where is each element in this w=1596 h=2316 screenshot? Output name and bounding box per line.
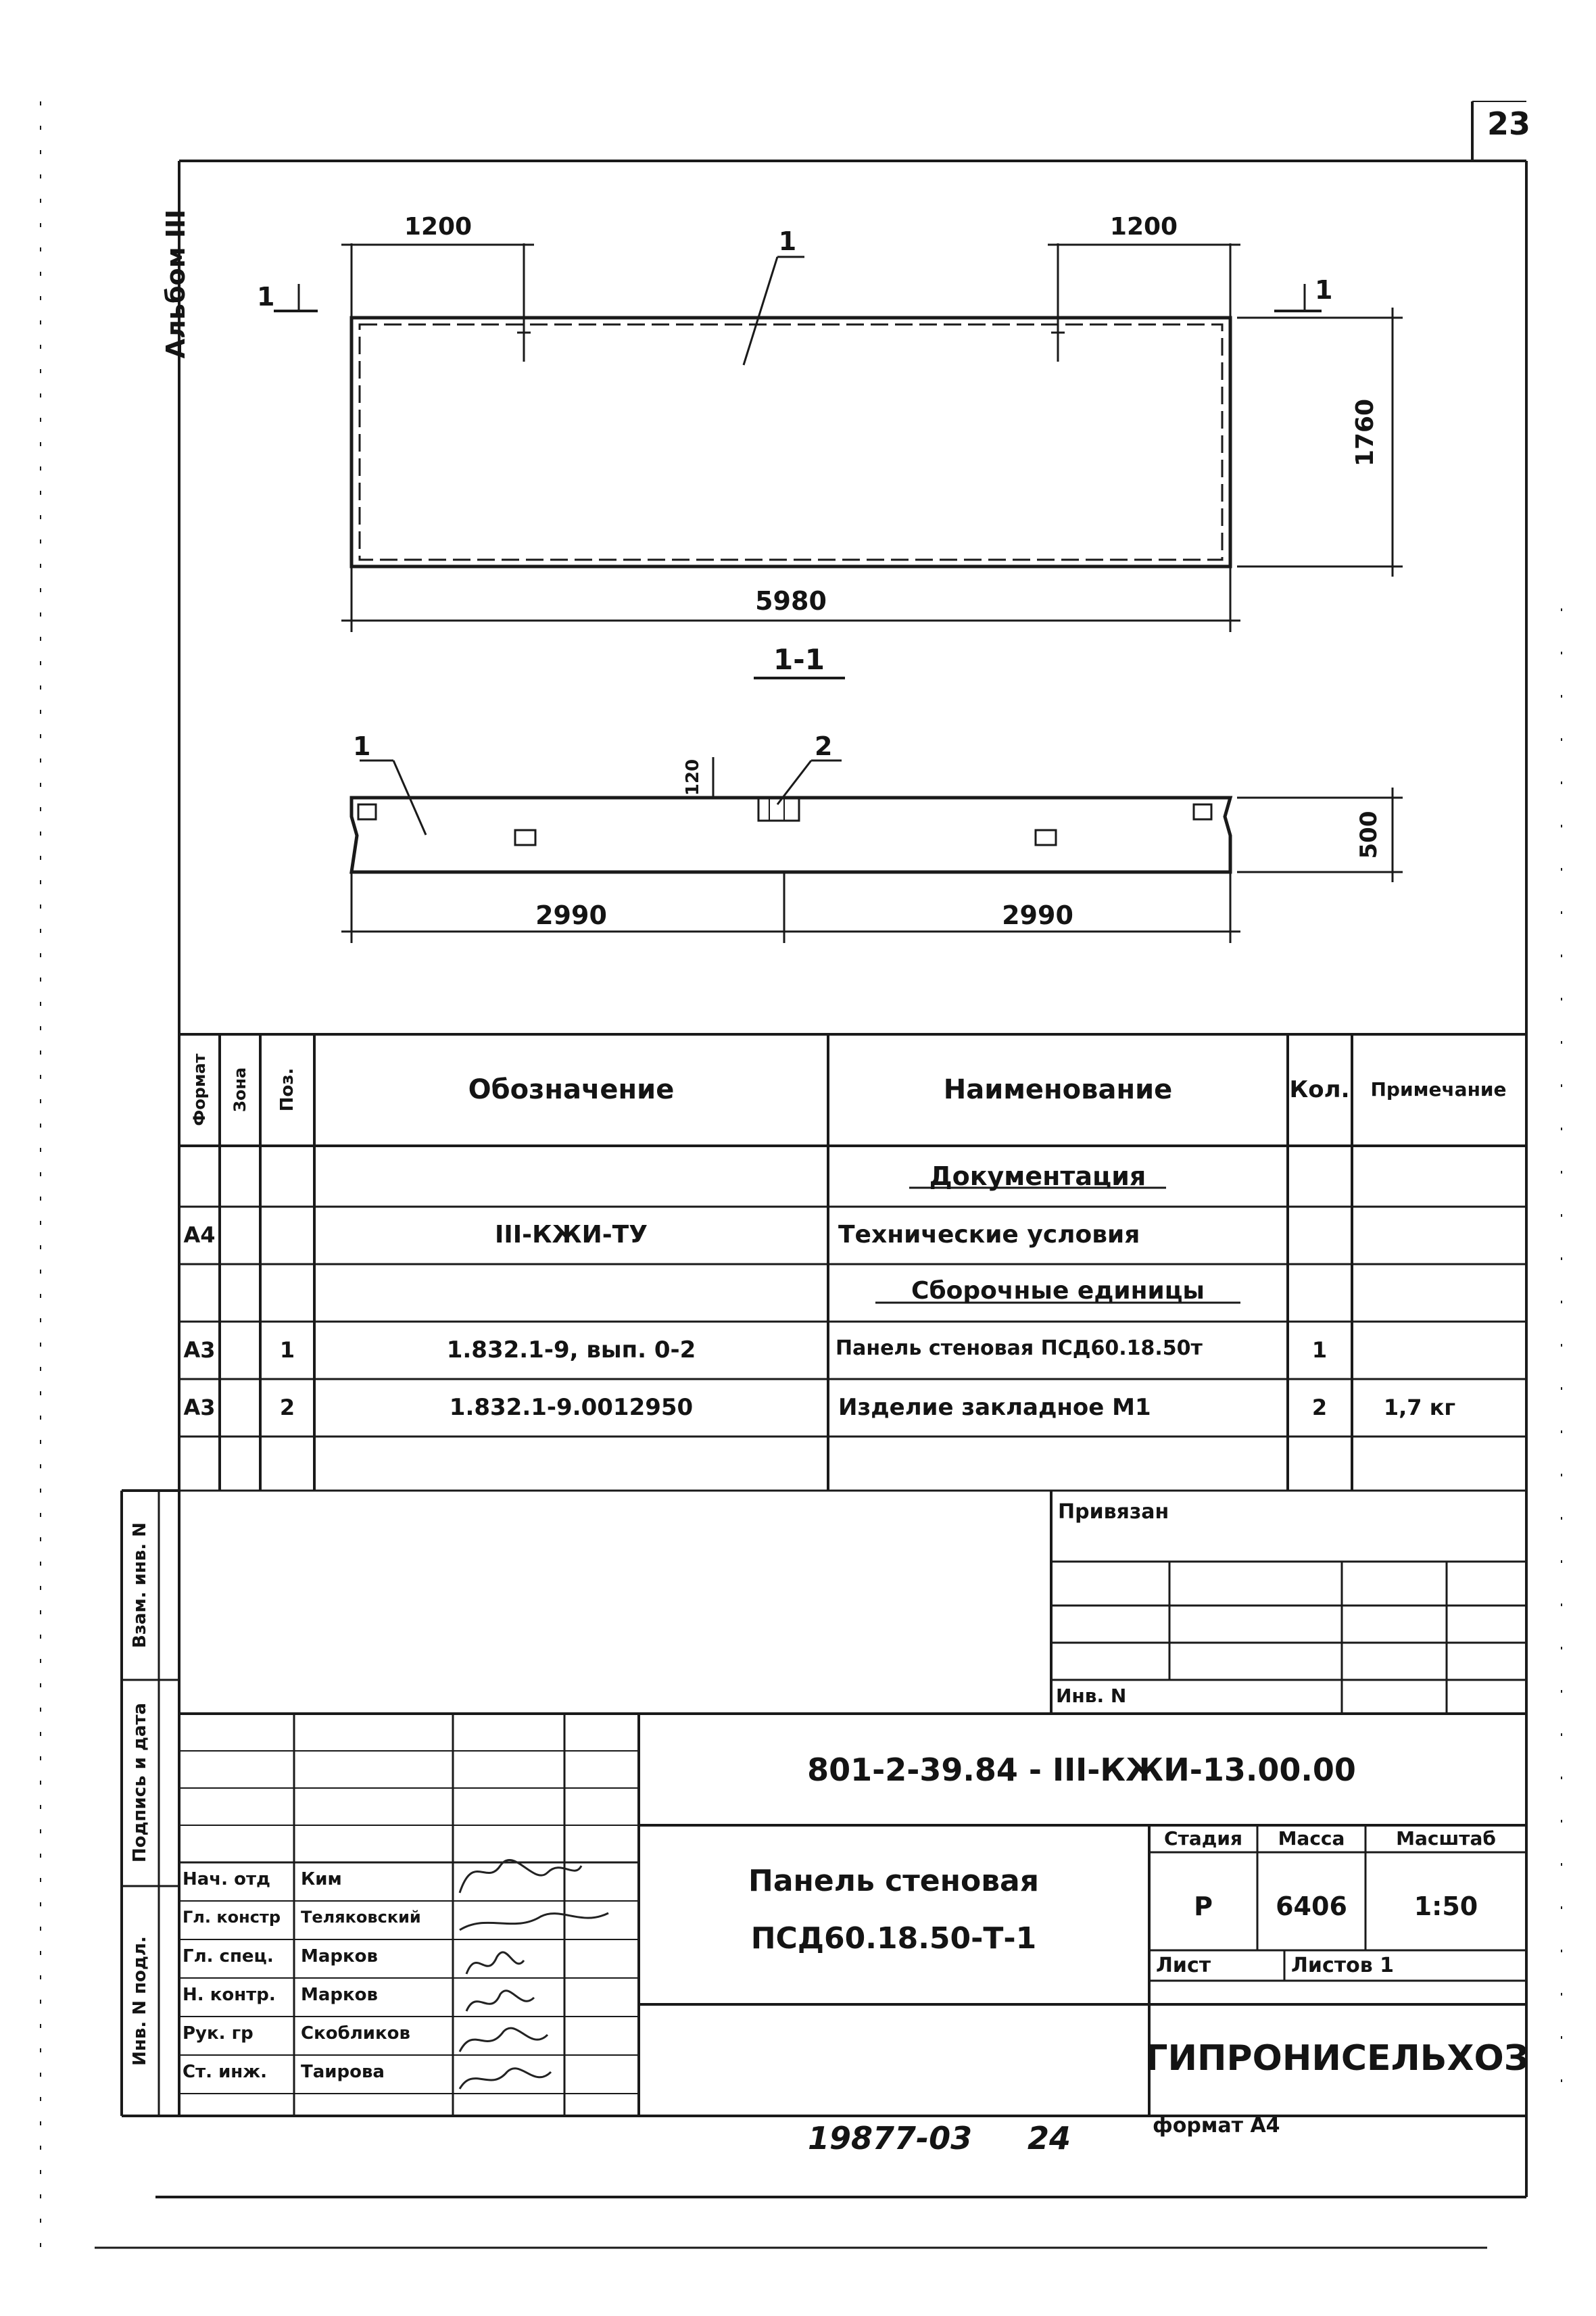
signatory-name: Теляковский: [301, 1908, 421, 1927]
table-row-name: Документация: [929, 1161, 1146, 1191]
table-row-pos: 2: [279, 1395, 295, 1420]
signatory-role: Н. контр.: [183, 1985, 276, 2005]
table-row-name: Изделие закладное М1: [838, 1394, 1151, 1421]
sheet-label: Лист: [1156, 1954, 1211, 1977]
signatory-role: Гл. констр: [183, 1908, 281, 1927]
side-label-vzam: Взам. инв. N: [130, 1522, 150, 1648]
dim-length: 5980: [755, 586, 827, 616]
album-label: Альбом III: [161, 209, 191, 359]
page-number: 23: [1487, 105, 1531, 142]
table-row-designation: 1.832.1-9.0012950: [449, 1394, 694, 1421]
table-row-pos: 1: [279, 1337, 295, 1363]
col-header-format: Формат: [190, 1053, 209, 1126]
table-row-name: Сборочные единицы: [911, 1277, 1205, 1305]
section-mark-left: 1: [257, 282, 275, 312]
privyazan-inv-label: Инв. N: [1056, 1685, 1127, 1707]
table-row-designation: 1.832.1-9, вып. 0-2: [446, 1336, 696, 1364]
signatory-name: Ким: [301, 1869, 342, 1889]
sheets-label: Листов 1: [1291, 1954, 1395, 1977]
col-header-note: Примечание: [1370, 1078, 1507, 1101]
signatory-role: Ст. инж.: [183, 2062, 268, 2082]
section-mark-right: 1: [1315, 275, 1333, 305]
dim-offset: 120: [683, 758, 703, 796]
signatory-name: Скобликов: [301, 2023, 410, 2044]
plan-view: [274, 243, 1403, 678]
table-row-name: Панель стеновая ПСД60.18.50т: [836, 1336, 1203, 1360]
table-row-note: 1,7 кг: [1383, 1395, 1456, 1420]
stamp-code: 19877-03: [808, 2120, 973, 2156]
privyazan-title: Привязан: [1058, 1500, 1169, 1524]
mass-value: 6406: [1276, 1891, 1347, 1921]
dim-top-left: 1200: [404, 213, 473, 241]
table-row-name: Технические условия: [838, 1221, 1140, 1249]
organization-name: ГИПРОНИСЕЛЬХОЗ: [1145, 2038, 1529, 2079]
col-header-name: Наименование: [943, 1074, 1173, 1105]
dim-thickness: 500: [1355, 811, 1382, 859]
dim-half-left: 2990: [535, 900, 607, 930]
dim-half-right: 2990: [1002, 900, 1073, 930]
signatory-name: Марков: [301, 1985, 378, 2005]
section-title: 1-1: [773, 643, 825, 676]
signatory-role: Нач. отд: [183, 1869, 271, 1889]
signatory-name: Таирова: [301, 2062, 385, 2082]
table-row-designation: III-КЖИ-ТУ: [494, 1221, 648, 1249]
callout-1: 1: [778, 226, 797, 256]
col-header-designation: Обозначение: [468, 1074, 675, 1105]
signatory-role: Гл. спец.: [183, 1946, 274, 1967]
signatory-name: Марков: [301, 1946, 378, 1967]
scale-value: 1:50: [1413, 1891, 1478, 1921]
dim-height: 1760: [1351, 398, 1379, 467]
format-label: формат А4: [1153, 2114, 1280, 2138]
table-row-format: А3: [183, 1337, 216, 1363]
stamp-number: 24: [1027, 2120, 1071, 2156]
table-row-qty: 1: [1311, 1337, 1328, 1363]
section-callout-1: 1: [353, 731, 371, 761]
col-header-pos: Поз.: [277, 1067, 297, 1112]
product-title-line1: Панель стеновая: [748, 1864, 1039, 1898]
col-header-zone: Зона: [231, 1067, 249, 1113]
scale-label: Масштаб: [1396, 1827, 1496, 1850]
mass-label: Масса: [1278, 1827, 1345, 1850]
col-header-qty: Кол.: [1289, 1076, 1350, 1103]
table-row-qty: 2: [1311, 1395, 1328, 1420]
stage-value: Р: [1194, 1891, 1213, 1921]
stage-label: Стадия: [1164, 1827, 1242, 1850]
document-code: 801-2-39.84 - III-КЖИ-13.00.00: [807, 1752, 1356, 1788]
section-callout-2: 2: [815, 731, 833, 761]
section-view: [341, 757, 1403, 943]
table-row-format: А3: [183, 1395, 216, 1420]
side-label-podpis: Подпись и дата: [130, 1702, 150, 1863]
side-label-inv-podl: Инв. N подл.: [130, 1936, 150, 2066]
table-row-format: А4: [183, 1222, 216, 1248]
title-block-grid: [122, 1491, 1529, 2116]
dim-top-right: 1200: [1109, 213, 1178, 241]
signatory-role: Рук. гр: [183, 2023, 253, 2044]
product-title-line2: ПСД60.18.50-Т-1: [750, 1921, 1037, 1956]
